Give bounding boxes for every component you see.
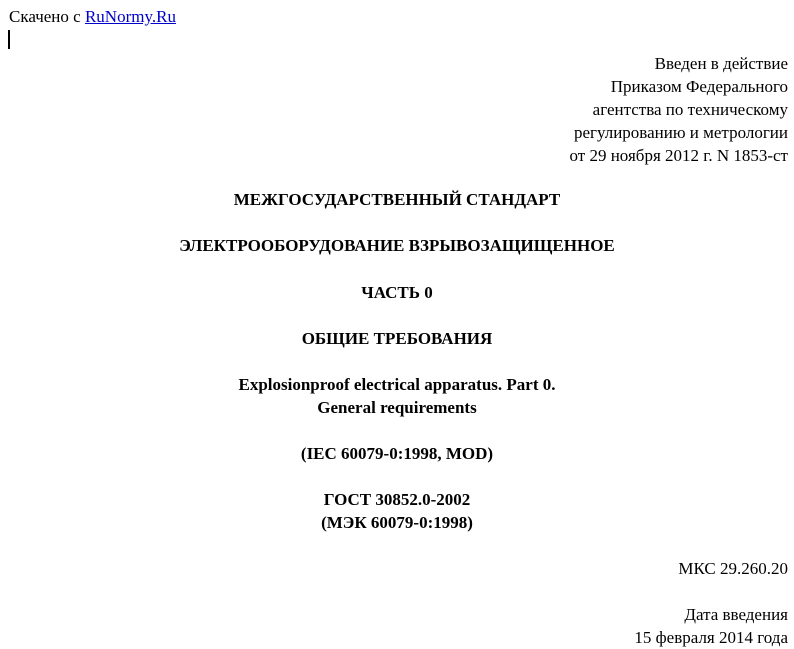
iec-reference: (IEC 60079-0:1998, MOD) bbox=[300, 444, 494, 463]
standard-subtitle: ОБЩИЕ ТРЕБОВАНИЯ bbox=[301, 329, 493, 348]
approval-line: от 29 ноября 2012 г. N 1853-ст bbox=[569, 146, 788, 165]
english-title-line-1: Explosionproof electrical apparatus. Part 0. bbox=[238, 375, 556, 394]
source-line bbox=[9, 7, 176, 27]
approval-line: Приказом Федерального bbox=[610, 77, 788, 96]
approval-line: Введен в действие bbox=[654, 54, 788, 73]
mek-reference: (МЭК 60079-0:1998) bbox=[321, 513, 473, 532]
intro-date: 15 февраля 2014 года bbox=[634, 628, 788, 647]
text-cursor bbox=[8, 30, 10, 49]
mks-code: МКС 29.260.20 bbox=[678, 559, 788, 578]
standard-part: ЧАСТЬ 0 bbox=[361, 283, 433, 302]
approval-block bbox=[570, 52, 789, 167]
approval-line: регулированию и метрологии bbox=[573, 123, 788, 142]
intro-date-label: Дата введения bbox=[684, 605, 788, 624]
source-link[interactable]: RuNormy.Ru bbox=[84, 7, 176, 26]
source-prefix: Скачено с bbox=[9, 7, 85, 26]
gost-number: ГОСТ 30852.0-2002 bbox=[323, 490, 471, 509]
standard-name: ЭЛЕКТРООБОРУДОВАНИЕ ВЗРЫВОЗАЩИЩЕННОЕ bbox=[179, 236, 615, 255]
standard-category: МЕЖГОСУДАРСТВЕННЫЙ СТАНДАРТ bbox=[233, 190, 561, 209]
approval-line: агентства по техническому bbox=[592, 100, 788, 119]
english-title-line-2: General requirements bbox=[317, 398, 477, 417]
